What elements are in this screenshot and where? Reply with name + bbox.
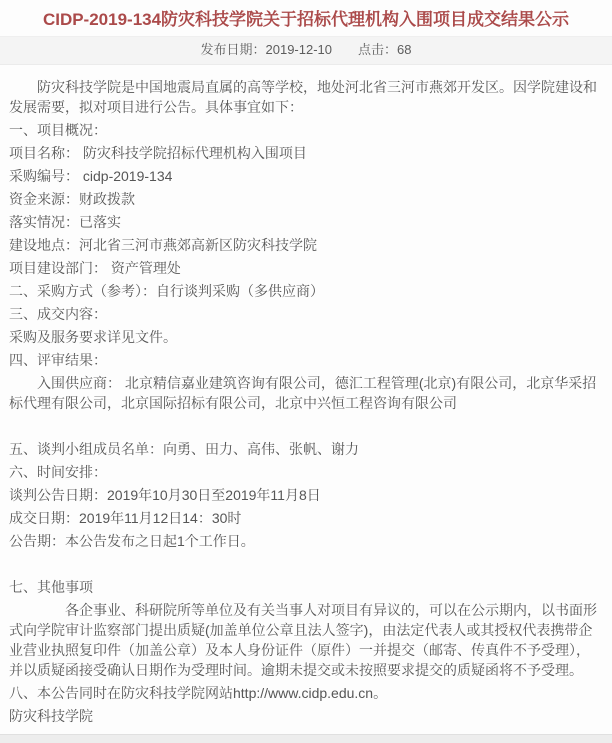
hits-label: 点击： xyxy=(358,42,398,57)
document-body xyxy=(0,65,612,726)
section-6-heading: 六、时间安排： xyxy=(9,464,107,480)
objection-instructions: 各企事业、科研院所等单位及有关当事人对项目有异议的，可以在公示期内，以书面形式向学院审计监察部门提出质疑(加盖单位公章且法人签字)，由法定代表人或其授权代表携带企业营业执照复印件（加盖公章）及本人身份证件（原件）一并提交（邮寄、传真件不予受理），并以质疑函接受确认日期作为受理时间。逾期未提交或未按照要求提交的质疑函将不予受理。 xyxy=(9,602,597,678)
project-name: 项目名称： 防灾科技学院招标代理机构入围项目 xyxy=(9,145,307,161)
deal-content-note: 采购及服务要求详见文件。 xyxy=(9,329,177,345)
negotiation-announcement-dates: 谈判公告日期：2019年10月30日至2019年11月8日 xyxy=(9,487,321,503)
footer-divider xyxy=(0,734,612,743)
section-3-heading: 三、成交内容： xyxy=(9,306,107,322)
procurement-number: 采购编号： cidp-2019-134 xyxy=(9,168,173,184)
section-7-heading: 七、其他事项 xyxy=(9,579,93,595)
publish-date-value: 2019-12-10 xyxy=(265,42,333,57)
publish-date-label: 发布日期： xyxy=(200,42,266,57)
meta-bar xyxy=(0,36,612,65)
section-4-heading: 四、评审结果： xyxy=(9,352,107,368)
shortlisted-suppliers: 入围供应商： 北京精信嘉业建筑咨询有限公司，德汇工程管理(北京)有限公司，北京华采招标代理有限公司，北京国际招标有限公司，北京中兴恒工程咨询有限公司 xyxy=(9,375,597,411)
announcement-period: 公告期：本公告发布之日起1个工作日。 xyxy=(9,533,255,549)
funding-source: 资金来源：财政拨款 xyxy=(9,191,135,207)
section-1-heading: 一、项目概况： xyxy=(9,122,107,138)
deal-date: 成交日期：2019年11月12日14：30时 xyxy=(9,510,242,526)
project-department: 项目建设部门： 资产管理处 xyxy=(9,260,181,276)
hits-value: 68 xyxy=(397,42,412,57)
construction-site: 建设地点：河北省三河市燕郊高新区防灾科技学院 xyxy=(9,237,317,253)
section-2-procurement-method: 二、采购方式（参考）：自行谈判采购（多供应商） xyxy=(9,283,324,299)
implementation-status: 落实情况：已落实 xyxy=(9,214,121,230)
section-5-negotiation-panel: 五、谈判小组成员名单：向勇、田力、高伟、张帆、谢力 xyxy=(9,441,359,457)
signature-institution: 防灾科技学院 xyxy=(9,708,93,724)
intro-paragraph: 防灾科技学院是中国地震局直属的高等学校，地处河北省三河市燕郊开发区。因学院建设和发展需要，拟对项目进行公告。具体事宜如下： xyxy=(9,79,597,115)
section-8-website: 八、本公告同时在防灾科技学院网站http://www.cidp.edu.cn。 xyxy=(9,685,388,701)
page-title: CIDP-2019-134防灾科技学院关于招标代理机构入围项目成交结果公示 xyxy=(42,10,570,29)
